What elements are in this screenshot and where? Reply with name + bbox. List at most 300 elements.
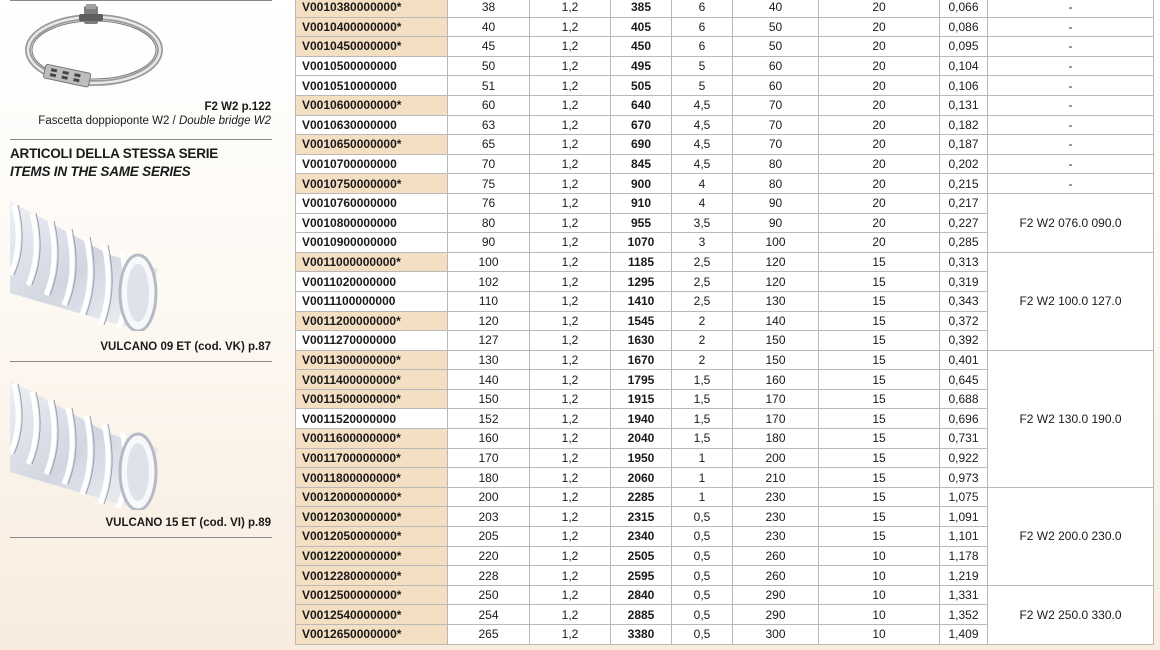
width-cell: 70 <box>733 115 819 135</box>
pressure-cell: 1670 <box>611 350 672 370</box>
length-cell: 15 <box>819 507 940 527</box>
code-cell: V0012000000000* <box>296 487 448 507</box>
pressure-cell: 670 <box>611 115 672 135</box>
rating-cell: 4 <box>672 174 733 194</box>
thickness-cell: 1,2 <box>530 0 611 17</box>
width-cell: 150 <box>733 350 819 370</box>
code-cell: V0011500000000* <box>296 389 448 409</box>
weight-cell: 1,331 <box>940 585 988 605</box>
weight-cell: 0,696 <box>940 409 988 429</box>
product-table <box>295 0 1154 645</box>
section-divider <box>10 139 272 140</box>
diameter-cell: 90 <box>448 233 530 253</box>
length-cell: 10 <box>819 546 940 566</box>
pressure-cell: 2505 <box>611 546 672 566</box>
length-cell: 20 <box>819 233 940 253</box>
diameter-cell: 152 <box>448 409 530 429</box>
code-cell: V0011300000000* <box>296 350 448 370</box>
pressure-cell: 845 <box>611 154 672 174</box>
code-cell: V0010500000000 <box>296 56 448 76</box>
rating-cell: 4 <box>672 193 733 213</box>
clamp-cell: F2 W2 200.0 230.0 <box>988 487 1154 585</box>
pressure-cell: 450 <box>611 37 672 57</box>
table-row <box>296 487 1154 507</box>
sidebar <box>0 0 285 650</box>
width-cell: 150 <box>733 331 819 351</box>
weight-cell: 0,313 <box>940 252 988 272</box>
table-row <box>296 76 1154 96</box>
width-cell: 180 <box>733 429 819 449</box>
weight-cell: 1,352 <box>940 605 988 625</box>
thickness-cell: 1,2 <box>530 154 611 174</box>
thickness-cell: 1,2 <box>530 213 611 233</box>
pressure-cell: 2040 <box>611 429 672 449</box>
table-row <box>296 0 1154 17</box>
rating-cell: 1,5 <box>672 409 733 429</box>
thickness-cell: 1,2 <box>530 17 611 37</box>
code-cell: V0010700000000 <box>296 154 448 174</box>
rating-cell: 0,5 <box>672 507 733 527</box>
diameter-cell: 265 <box>448 625 530 645</box>
pressure-cell: 1295 <box>611 272 672 292</box>
clamp-cell: F2 W2 076.0 090.0 <box>988 193 1154 252</box>
rating-cell: 1,5 <box>672 389 733 409</box>
clamp-cell: F2 W2 130.0 190.0 <box>988 350 1154 487</box>
clamp-cell: F2 W2 250.0 330.0 <box>988 585 1154 644</box>
length-cell: 20 <box>819 115 940 135</box>
clamp-cell: - <box>988 37 1154 57</box>
length-cell: 10 <box>819 605 940 625</box>
thickness-cell: 1,2 <box>530 585 611 605</box>
thickness-cell: 1,2 <box>530 174 611 194</box>
weight-cell: 0,104 <box>940 56 988 76</box>
width-cell: 290 <box>733 585 819 605</box>
width-cell: 260 <box>733 566 819 586</box>
thickness-cell: 1,2 <box>530 291 611 311</box>
thickness-cell: 1,2 <box>530 546 611 566</box>
top-divider <box>10 0 272 1</box>
code-cell: V0012540000000* <box>296 605 448 625</box>
table-row <box>296 350 1154 370</box>
weight-cell: 0,973 <box>940 468 988 488</box>
thickness-cell: 1,2 <box>530 252 611 272</box>
thickness-cell: 1,2 <box>530 272 611 292</box>
thickness-cell: 1,2 <box>530 76 611 96</box>
weight-cell: 1,101 <box>940 527 988 547</box>
weight-cell: 0,182 <box>940 115 988 135</box>
thickness-cell: 1,2 <box>530 350 611 370</box>
length-cell: 15 <box>819 487 940 507</box>
width-cell: 90 <box>733 193 819 213</box>
length-cell: 15 <box>819 291 940 311</box>
length-cell: 20 <box>819 193 940 213</box>
weight-cell: 0,202 <box>940 154 988 174</box>
length-cell: 15 <box>819 448 940 468</box>
diameter-cell: 203 <box>448 507 530 527</box>
pressure-cell: 3380 <box>611 625 672 645</box>
thickness-cell: 1,2 <box>530 487 611 507</box>
table-row <box>296 37 1154 57</box>
length-cell: 20 <box>819 174 940 194</box>
width-cell: 90 <box>733 213 819 233</box>
length-cell: 15 <box>819 311 940 331</box>
series-heading <box>10 145 218 181</box>
code-cell: V0012050000000* <box>296 527 448 547</box>
width-cell: 170 <box>733 389 819 409</box>
weight-cell: 0,285 <box>940 233 988 253</box>
table-row <box>296 193 1154 213</box>
diameter-cell: 180 <box>448 468 530 488</box>
diameter-cell: 70 <box>448 154 530 174</box>
rating-cell: 2,5 <box>672 291 733 311</box>
thickness-cell: 1,2 <box>530 115 611 135</box>
thickness-cell: 1,2 <box>530 135 611 155</box>
width-cell: 200 <box>733 448 819 468</box>
pressure-cell: 1630 <box>611 331 672 351</box>
pressure-cell: 2885 <box>611 605 672 625</box>
clamp-description: Fascetta doppioponte W2 / Double bridge W2 <box>38 115 271 127</box>
clamp-reference: F2 W2 p.122 <box>204 101 271 113</box>
thickness-cell: 1,2 <box>530 605 611 625</box>
clamp-cell: F2 W2 100.0 127.0 <box>988 252 1154 350</box>
diameter-cell: 170 <box>448 448 530 468</box>
code-cell: V0010800000000 <box>296 213 448 233</box>
series-title-en: ITEMS IN THE SAME SERIES <box>10 164 191 179</box>
pressure-cell: 1545 <box>611 311 672 331</box>
thickness-cell: 1,2 <box>530 331 611 351</box>
pressure-cell: 2840 <box>611 585 672 605</box>
code-cell: V0010450000000* <box>296 37 448 57</box>
length-cell: 20 <box>819 0 940 17</box>
length-cell: 20 <box>819 213 940 233</box>
thickness-cell: 1,2 <box>530 409 611 429</box>
thickness-cell: 1,2 <box>530 56 611 76</box>
diameter-cell: 80 <box>448 213 530 233</box>
rating-cell: 3,5 <box>672 213 733 233</box>
weight-cell: 0,106 <box>940 76 988 96</box>
rating-cell: 4,5 <box>672 95 733 115</box>
clamp-cell: - <box>988 76 1154 96</box>
rating-cell: 1 <box>672 468 733 488</box>
pressure-cell: 2060 <box>611 468 672 488</box>
weight-cell: 1,091 <box>940 507 988 527</box>
length-cell: 20 <box>819 37 940 57</box>
pressure-cell: 955 <box>611 213 672 233</box>
rating-cell: 6 <box>672 0 733 17</box>
code-cell: V0011000000000* <box>296 252 448 272</box>
vulcano-15-caption: VULCANO 15 ET (cod. VI) p.89 <box>105 517 271 529</box>
diameter-cell: 100 <box>448 252 530 272</box>
thickness-cell: 1,2 <box>530 468 611 488</box>
code-cell: V0011400000000* <box>296 370 448 390</box>
diameter-cell: 38 <box>448 0 530 17</box>
weight-cell: 1,219 <box>940 566 988 586</box>
width-cell: 230 <box>733 487 819 507</box>
table-row <box>296 17 1154 37</box>
length-cell: 15 <box>819 350 940 370</box>
rating-cell: 2 <box>672 350 733 370</box>
table-row <box>296 56 1154 76</box>
section-divider <box>10 361 272 362</box>
weight-cell: 0,217 <box>940 193 988 213</box>
rating-cell: 3 <box>672 233 733 253</box>
vulcano-09-caption: VULCANO 09 ET (cod. VK) p.87 <box>100 341 271 353</box>
thickness-cell: 1,2 <box>530 448 611 468</box>
series-title-it: ARTICOLI DELLA STESSA SERIE <box>10 146 219 161</box>
pressure-cell: 505 <box>611 76 672 96</box>
pressure-cell: 1070 <box>611 233 672 253</box>
pressure-cell: 495 <box>611 56 672 76</box>
width-cell: 140 <box>733 311 819 331</box>
clamp-cell: - <box>988 0 1154 17</box>
diameter-cell: 200 <box>448 487 530 507</box>
length-cell: 15 <box>819 370 940 390</box>
thickness-cell: 1,2 <box>530 370 611 390</box>
weight-cell: 0,227 <box>940 213 988 233</box>
weight-cell: 0,731 <box>940 429 988 449</box>
width-cell: 210 <box>733 468 819 488</box>
rating-cell: 4,5 <box>672 115 733 135</box>
diameter-cell: 50 <box>448 56 530 76</box>
rating-cell: 1 <box>672 487 733 507</box>
diameter-cell: 127 <box>448 331 530 351</box>
code-cell: V0011100000000 <box>296 291 448 311</box>
vulcano-15-hose-image <box>10 372 158 510</box>
width-cell: 130 <box>733 291 819 311</box>
length-cell: 10 <box>819 625 940 645</box>
product-table-wrapper <box>295 0 1153 645</box>
rating-cell: 6 <box>672 17 733 37</box>
diameter-cell: 102 <box>448 272 530 292</box>
diameter-cell: 51 <box>448 76 530 96</box>
length-cell: 15 <box>819 468 940 488</box>
pressure-cell: 2315 <box>611 507 672 527</box>
length-cell: 20 <box>819 135 940 155</box>
code-cell: V0010760000000 <box>296 193 448 213</box>
rating-cell: 0,5 <box>672 605 733 625</box>
rating-cell: 4,5 <box>672 154 733 174</box>
width-cell: 80 <box>733 174 819 194</box>
table-row <box>296 585 1154 605</box>
pressure-cell: 640 <box>611 95 672 115</box>
pressure-cell: 385 <box>611 0 672 17</box>
clamp-cell: - <box>988 174 1154 194</box>
pressure-cell: 405 <box>611 17 672 37</box>
weight-cell: 0,688 <box>940 389 988 409</box>
length-cell: 20 <box>819 56 940 76</box>
clamp-cell: - <box>988 135 1154 155</box>
code-cell: V0010600000000* <box>296 95 448 115</box>
code-cell: V0010630000000 <box>296 115 448 135</box>
width-cell: 40 <box>733 0 819 17</box>
weight-cell: 0,401 <box>940 350 988 370</box>
clamp-cell: - <box>988 115 1154 135</box>
rating-cell: 5 <box>672 56 733 76</box>
length-cell: 15 <box>819 331 940 351</box>
pressure-cell: 900 <box>611 174 672 194</box>
width-cell: 60 <box>733 56 819 76</box>
weight-cell: 0,372 <box>940 311 988 331</box>
length-cell: 15 <box>819 389 940 409</box>
diameter-cell: 40 <box>448 17 530 37</box>
rating-cell: 0,5 <box>672 585 733 605</box>
length-cell: 15 <box>819 527 940 547</box>
table-row <box>296 252 1154 272</box>
diameter-cell: 254 <box>448 605 530 625</box>
pressure-cell: 1940 <box>611 409 672 429</box>
rating-cell: 2,5 <box>672 252 733 272</box>
code-cell: V0011520000000 <box>296 409 448 429</box>
weight-cell: 0,645 <box>940 370 988 390</box>
pressure-cell: 1950 <box>611 448 672 468</box>
table-row <box>296 174 1154 194</box>
weight-cell: 0,319 <box>940 272 988 292</box>
pressure-cell: 1410 <box>611 291 672 311</box>
width-cell: 290 <box>733 605 819 625</box>
diameter-cell: 75 <box>448 174 530 194</box>
weight-cell: 0,086 <box>940 17 988 37</box>
weight-cell: 1,178 <box>940 546 988 566</box>
code-cell: V0010650000000* <box>296 135 448 155</box>
rating-cell: 2 <box>672 331 733 351</box>
weight-cell: 0,215 <box>940 174 988 194</box>
thickness-cell: 1,2 <box>530 566 611 586</box>
rating-cell: 0,5 <box>672 527 733 547</box>
width-cell: 300 <box>733 625 819 645</box>
weight-cell: 1,075 <box>940 487 988 507</box>
length-cell: 15 <box>819 272 940 292</box>
table-row <box>296 115 1154 135</box>
pressure-cell: 1915 <box>611 389 672 409</box>
width-cell: 260 <box>733 546 819 566</box>
clamp-cell: - <box>988 95 1154 115</box>
width-cell: 230 <box>733 507 819 527</box>
width-cell: 230 <box>733 527 819 547</box>
code-cell: V0010900000000 <box>296 233 448 253</box>
section-divider <box>10 537 272 538</box>
weight-cell: 0,066 <box>940 0 988 17</box>
code-cell: V0010400000000* <box>296 17 448 37</box>
rating-cell: 2 <box>672 311 733 331</box>
thickness-cell: 1,2 <box>530 625 611 645</box>
code-cell: V0012500000000* <box>296 585 448 605</box>
width-cell: 160 <box>733 370 819 390</box>
diameter-cell: 160 <box>448 429 530 449</box>
length-cell: 15 <box>819 252 940 272</box>
diameter-cell: 205 <box>448 527 530 547</box>
thickness-cell: 1,2 <box>530 527 611 547</box>
thickness-cell: 1,2 <box>530 507 611 527</box>
code-cell: V0012280000000* <box>296 566 448 586</box>
length-cell: 20 <box>819 76 940 96</box>
code-cell: V0012200000000* <box>296 546 448 566</box>
weight-cell: 0,392 <box>940 331 988 351</box>
length-cell: 15 <box>819 409 940 429</box>
length-cell: 15 <box>819 429 940 449</box>
table-row <box>296 154 1154 174</box>
weight-cell: 0,131 <box>940 95 988 115</box>
width-cell: 100 <box>733 233 819 253</box>
diameter-cell: 150 <box>448 389 530 409</box>
weight-cell: 1,409 <box>940 625 988 645</box>
rating-cell: 5 <box>672 76 733 96</box>
pressure-cell: 690 <box>611 135 672 155</box>
width-cell: 170 <box>733 409 819 429</box>
rating-cell: 2,5 <box>672 272 733 292</box>
rating-cell: 1,5 <box>672 370 733 390</box>
thickness-cell: 1,2 <box>530 193 611 213</box>
width-cell: 70 <box>733 135 819 155</box>
pressure-cell: 1795 <box>611 370 672 390</box>
width-cell: 120 <box>733 252 819 272</box>
code-cell: V0011200000000* <box>296 311 448 331</box>
diameter-cell: 63 <box>448 115 530 135</box>
width-cell: 50 <box>733 17 819 37</box>
diameter-cell: 45 <box>448 37 530 57</box>
code-cell: V0011020000000 <box>296 272 448 292</box>
rating-cell: 0,5 <box>672 625 733 645</box>
weight-cell: 0,343 <box>940 291 988 311</box>
thickness-cell: 1,2 <box>530 311 611 331</box>
table-row <box>296 135 1154 155</box>
code-cell: V0010380000000* <box>296 0 448 17</box>
pressure-cell: 2340 <box>611 527 672 547</box>
diameter-cell: 120 <box>448 311 530 331</box>
rating-cell: 4,5 <box>672 135 733 155</box>
hose-clamp-image <box>14 4 164 96</box>
length-cell: 20 <box>819 154 940 174</box>
code-cell: V0011600000000* <box>296 429 448 449</box>
length-cell: 20 <box>819 95 940 115</box>
code-cell: V0012650000000* <box>296 625 448 645</box>
code-cell: V0012030000000* <box>296 507 448 527</box>
vulcano-09-hose-image <box>10 193 158 331</box>
thickness-cell: 1,2 <box>530 389 611 409</box>
width-cell: 120 <box>733 272 819 292</box>
thickness-cell: 1,2 <box>530 95 611 115</box>
length-cell: 10 <box>819 566 940 586</box>
weight-cell: 0,187 <box>940 135 988 155</box>
width-cell: 70 <box>733 95 819 115</box>
rating-cell: 1,5 <box>672 429 733 449</box>
code-cell: V0011270000000 <box>296 331 448 351</box>
width-cell: 60 <box>733 76 819 96</box>
table-row <box>296 95 1154 115</box>
rating-cell: 0,5 <box>672 546 733 566</box>
length-cell: 10 <box>819 585 940 605</box>
diameter-cell: 110 <box>448 291 530 311</box>
diameter-cell: 76 <box>448 193 530 213</box>
pressure-cell: 2285 <box>611 487 672 507</box>
clamp-cell: - <box>988 56 1154 76</box>
rating-cell: 1 <box>672 448 733 468</box>
code-cell: V0011800000000* <box>296 468 448 488</box>
width-cell: 50 <box>733 37 819 57</box>
diameter-cell: 220 <box>448 546 530 566</box>
code-cell: V0011700000000* <box>296 448 448 468</box>
rating-cell: 6 <box>672 37 733 57</box>
code-cell: V0010510000000 <box>296 76 448 96</box>
clamp-cell: - <box>988 154 1154 174</box>
pressure-cell: 2595 <box>611 566 672 586</box>
code-cell: V0010750000000* <box>296 174 448 194</box>
thickness-cell: 1,2 <box>530 429 611 449</box>
length-cell: 20 <box>819 17 940 37</box>
width-cell: 80 <box>733 154 819 174</box>
pressure-cell: 1185 <box>611 252 672 272</box>
pressure-cell: 910 <box>611 193 672 213</box>
diameter-cell: 65 <box>448 135 530 155</box>
